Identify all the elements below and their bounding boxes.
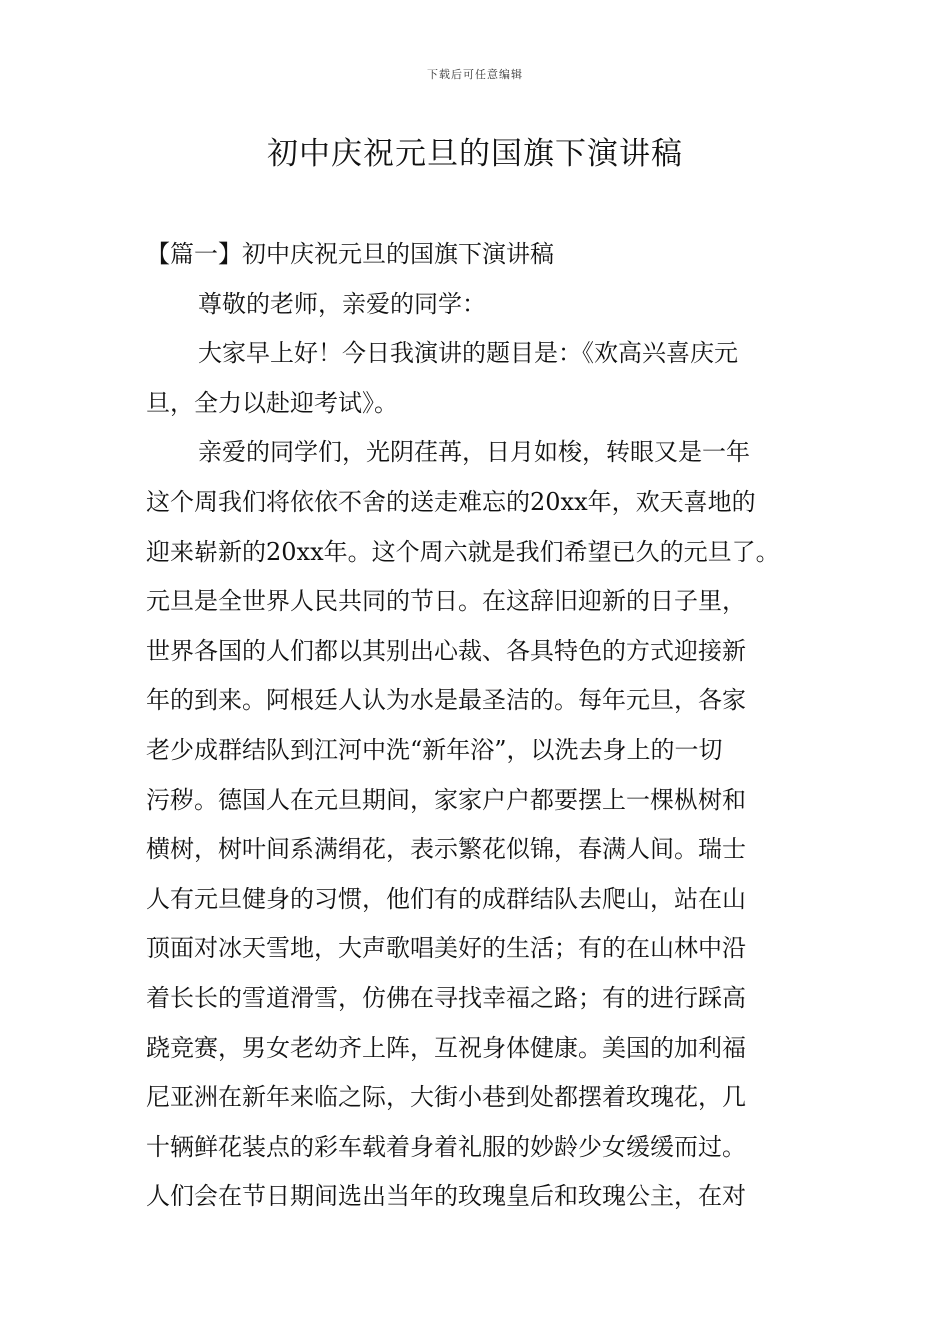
document-title: 初中庆祝元旦的国旗下演讲稿 [267,136,683,172]
header-note: 下载后可任意编辑 [427,68,523,81]
section-heading: 【篇一】初中庆祝元旦的国旗下演讲稿 [146,240,554,268]
paragraph-opening: 大家早上好！今日我演讲的题目是：《欢高兴喜庆元 旦，全力以赴迎考试》。 [146,339,738,417]
paragraph-main: 亲爱的同学们，光阴荏苒，日月如梭，转眼又是一年 这个周我们将依依不舍的送走难忘的20xx年，欢天喜地的 迎来崭新的20xx年。这个周六就是我们希望已久的元旦了。 元旦是全世界人民共同的节日。在这辞旧迎新的日子里， 世界各国的人们都以其别出心裁、各具特色的方式迎接新 年的到来。阿根廷人认为水是最圣洁的。每年元旦，各家 老少成群结队到江河中洗“新年浴”，以洗去身上的一切 污秽。德国人在元旦期间，家家户户都要摆上一棵枞树和 横树，树叶间系满绢花，表示繁花似锦，春满人间。瑞士 人有元旦健身的习惯，他们有的成群结队去爬山，站在山 顶面对冰天雪地，大声歌唱美好的生活；有的在山林中沿 着长长的雪道滑雪，仿佛在寻找幸福之路；有的进行踩高 跷竞赛，男女老幼齐上阵，互祝身体健康。美国的加利福 尼亚洲在新年来临之际，大街小巷到处都摆着玫瑰花，几 十辆鲜花装点的彩车载着身着礼服的妙龄少女缓缓而过。 人们会在节日期间选出当年的玫瑰皇后和玫瑰公主，在对 [146,438,780,1211]
document-body [146,230,810,1222]
paragraph-salutation: 尊敬的老师，亲爱的同学： [198,289,486,318]
